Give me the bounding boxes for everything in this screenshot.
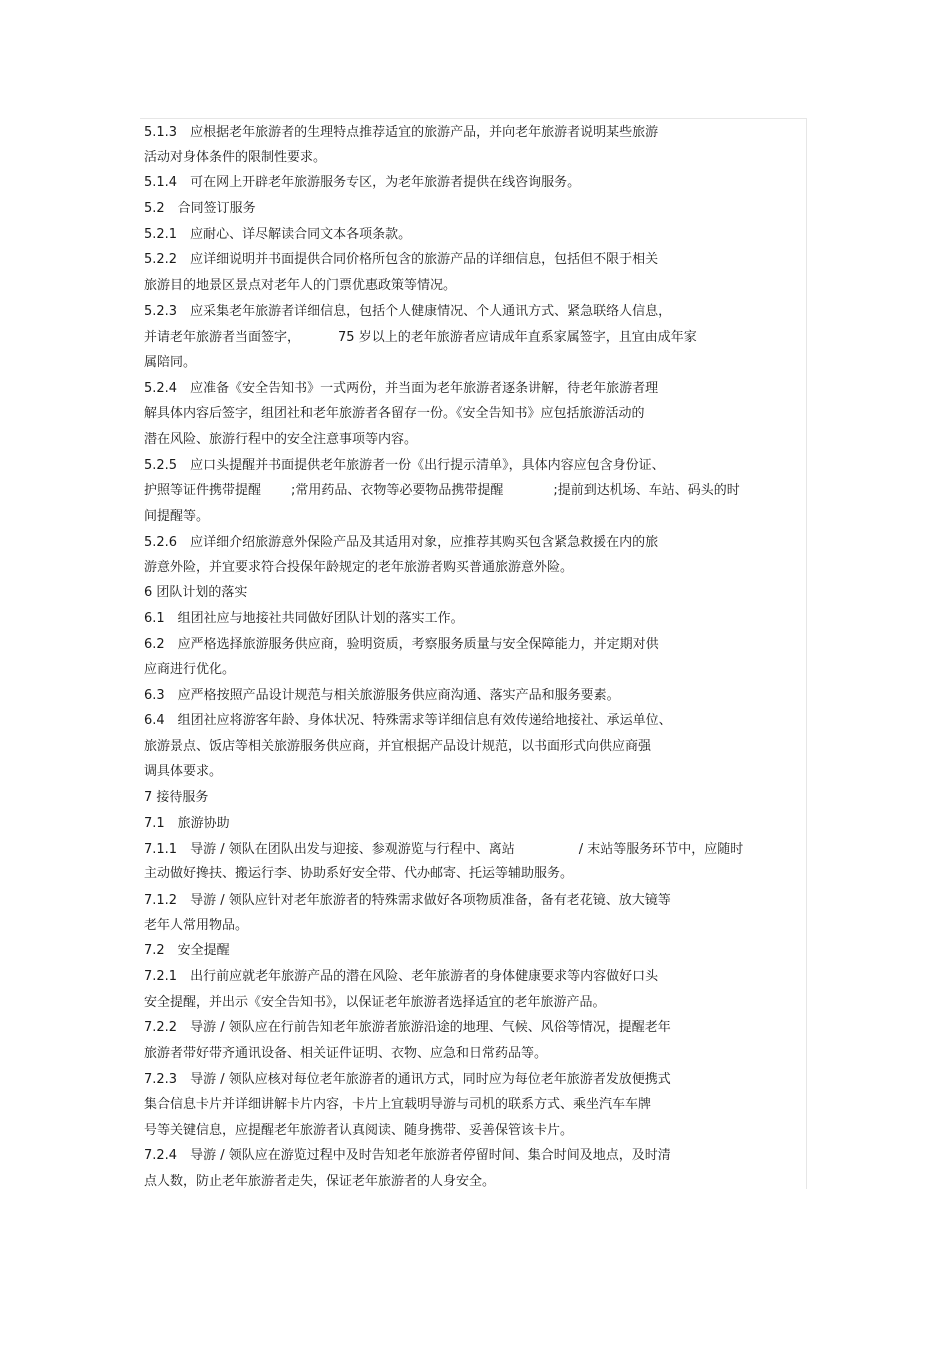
text-line: 旅游景点、饭店等相关旅游服务供应商，并宜根据产品设计规范，以书面形式向供应商强 [144,739,652,754]
text-line [144,842,743,858]
text-line: 5.2.6 应详细介绍旅游意外保险产品及其适用对象，应推荐其购买包含紧急救援在内的旅 [144,535,659,550]
text-line: 调具体要求。 [144,764,223,779]
text-line: 5.2.5 应口头提醒并书面提供老年旅游者一份《出行提示清单》，具体内容应包含身份证、 [144,458,665,473]
text-line: 游意外险，并宜要求符合投保年龄规定的老年旅游者购买普通旅游意外险。 [144,560,574,575]
text-line: 6.2 应严格选择旅游服务供应商，验明资质，考察服务质量与安全保障能力，并定期对供 [144,637,659,652]
text-line: 6.3 应严格按照产品设计规范与相关旅游服务供应商沟通、落实产品和服务要素。 [144,688,620,703]
text-line: 潜在风险、旅游行程中的安全注意事项等内容。 [144,432,418,447]
text-line: 7.1.2 导游 / 领队应针对老年旅游者的特殊需求做好各项物质准备，备有老花镜、放大镜等 [144,893,671,908]
text-line: 5.1.3 应根据老年旅游者的生理特点推荐适宜的旅游产品，并向老年旅游者说明某些旅游 [144,125,659,140]
text-line: 解具体内容后签字，组团社和老年旅游者各留存一份。《安全告知书》应包括旅游活动的 [144,406,645,421]
text-line: 应商进行优化。 [144,662,236,677]
text-line: 7.1 旅游协助 [144,816,230,831]
text-line: 6 团队计划的落实 [144,585,248,600]
text-line: 6.4 组团社应将游客年龄、身体状况、特殊需求等详细信息有效传递给地接社、承运单位、 [144,713,672,728]
text-line: 间提醒等。 [144,509,210,524]
text-line [144,330,697,346]
text-segment: 75 岁以上的老年旅游者应请成年直系家属签字，且宜由成年家 [338,330,697,345]
text-line: 5.2.2 应详细说明并书面提供合同价格所包含的旅游产品的详细信息，包括但不限于相关 [144,252,659,267]
text-line: 活动对身体条件的限制性要求。 [144,150,327,165]
text-line: 5.2.4 应准备《安全告知书》一式两份，并当面为老年旅游者逐条讲解，待老年旅游者理 [144,381,659,396]
text-line: 老年人常用物品。 [144,918,249,933]
text-line: 安全提醒，并出示《安全告知书》，以保证老年旅游者选择适宜的老年旅游产品。 [144,995,606,1010]
text-segment: ;提前到达机场、车站、码头的时 [553,483,740,498]
text-line: 7.2 安全提醒 [144,943,230,958]
text-line: 点人数，防止老年旅游者走失，保证老年旅游者的人身安全。 [144,1174,496,1189]
text-line: 7.2.2 导游 / 领队应在行前告知老年旅游者旅游沿途的地理、气候、风俗等情况，提醒老年 [144,1020,671,1035]
text-segment: ;常用药品、衣物等必要物品携带提醒 [291,483,504,498]
text-line: 旅游者带好带齐通讯设备、相关证件证明、衣物、应急和日常药品等。 [144,1046,548,1061]
text-line: 7 接待服务 [144,790,209,805]
text-line: 6.1 组团社应与地接社共同做好团队计划的落实工作。 [144,611,464,626]
text-line: 属陪同。 [144,355,197,370]
text-line [144,483,740,499]
text-line: 集合信息卡片并详细讲解卡片内容，卡片上宜载明导游与司机的联系方式、乘坐汽车车牌 [144,1097,652,1112]
text-line: 主动做好搀扶、搬运行李、协助系好安全带、代办邮寄、托运等辅助服务。 [144,866,574,881]
text-line: 旅游目的地景区景点对老年人的门票优惠政策等情况。 [144,278,457,293]
text-line: 5.1.4 可在网上开辟老年旅游服务专区，为老年旅游者提供在线咨询服务。 [144,175,581,190]
text-segment: 7.1.1 导游 / 领队在团队出发与迎接、参观游览与行程中、离站 [144,842,515,857]
text-line: 5.2.3 应采集老年旅游者详细信息，包括个人健康情况、个人通讯方式、紧急联络人信息， [144,304,672,319]
text-line: 7.2.4 导游 / 领队应在游览过程中及时告知老年旅游者停留时间、集合时间及地点，及时清 [144,1148,671,1163]
text-line: 5.2 合同签订服务 [144,201,256,216]
text-line: 号等关键信息，应提醒老年旅游者认真阅读、随身携带、妥善保管该卡片。 [144,1123,574,1138]
text-segment: 并请老年旅游者当面签字， [144,330,301,345]
text-segment: / 末站等服务环节中，应随时 [578,842,744,857]
text-line: 7.2.1 出行前应就老年旅游产品的潜在风险、老年旅游者的身体健康要求等内容做好口头 [144,969,659,984]
text-line: 7.2.3 导游 / 领队应核对每位老年旅游者的通讯方式，同时应为每位老年旅游者发放便携式 [144,1072,671,1087]
text-line: 5.2.1 应耐心、详尽解读合同文本各项条款。 [144,227,412,242]
text-segment: 护照等证件携带提醒 [144,483,262,498]
